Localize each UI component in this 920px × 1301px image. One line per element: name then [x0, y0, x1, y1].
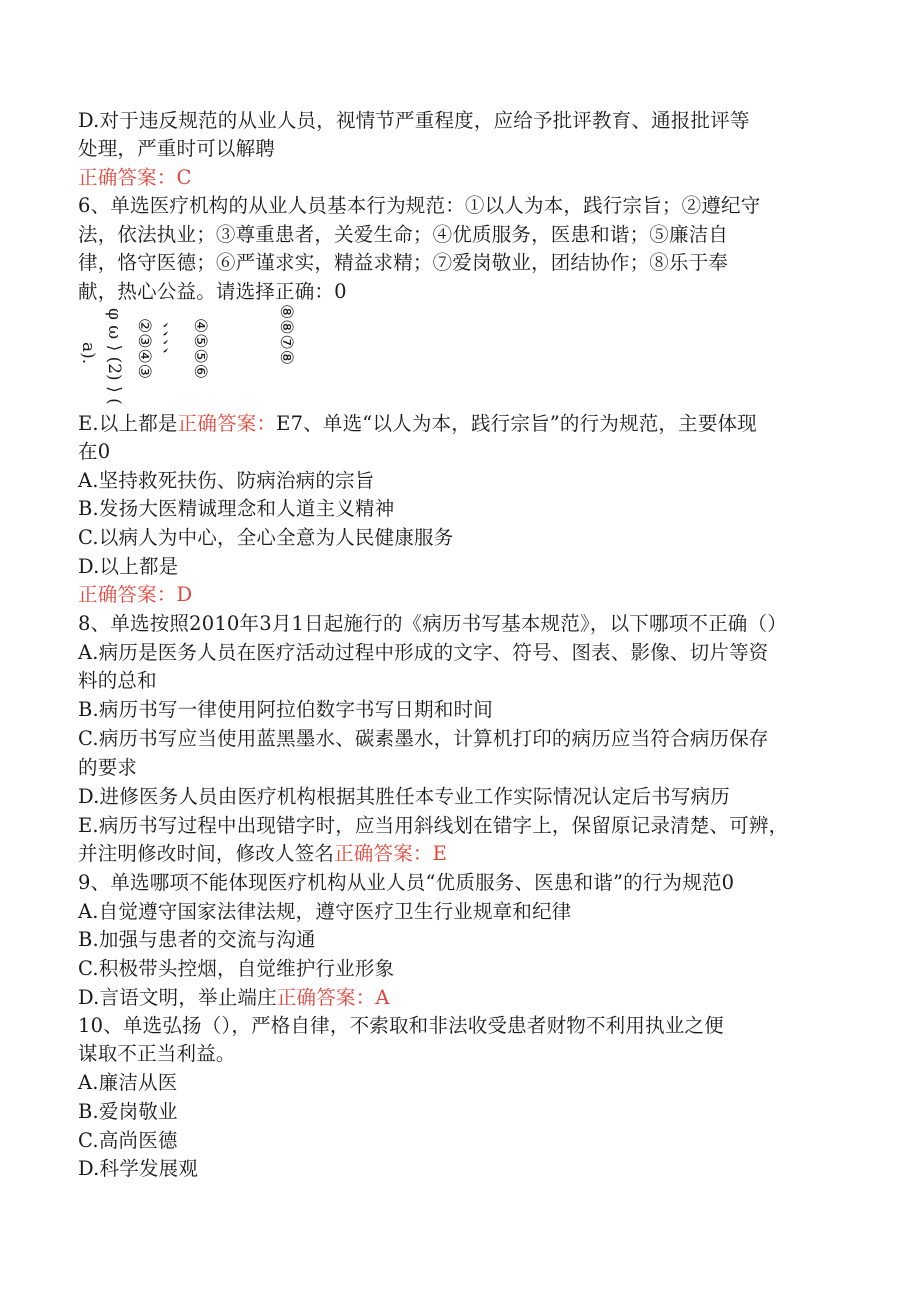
q6-stem-line1: 6、单选医疗机构的从业人员基本行为规范：①以人为本，践行宗旨；②遵纪守 [78, 194, 761, 217]
q6-option-e: E.以上都是 [78, 412, 178, 435]
q9-option-a: A.自觉遵守国家法律法规，遵守医疗卫生行业规章和纪律 [78, 900, 572, 923]
q6-rotated-col1: a). [78, 342, 98, 365]
q7-option-d: D.以上都是 [78, 555, 179, 578]
q9-option-b: B.加强与患者的交流与沟通 [78, 928, 316, 951]
q10-stem-line2: 谋取不正当利益。 [78, 1042, 236, 1065]
q6-rotated-col3: ②③④③ [134, 318, 154, 379]
q6-stem-line2: 法，依法执业；③尊重患者，关爱生命；④优质服务，医患和谐；⑤廉洁自 [78, 223, 729, 246]
q9-option-c: C.积极带头控烟，自觉维护行业形象 [78, 957, 395, 980]
q9-answer: 正确答案：A [276, 986, 390, 1009]
q7-option-c: C.以病人为中心，全心全意为人民健康服务 [78, 526, 454, 549]
q10-option-a: A.廉洁从医 [78, 1071, 178, 1094]
q10-option-b: B.爱岗敬业 [78, 1100, 178, 1123]
q6-stem-line3: 律，恪守医德；⑥严谨求实，精益求精；⑦爱岗敬业，团结协作；⑧乐于奉 [78, 251, 729, 274]
q5-option-d-line2: 处理，严重时可以解聘 [78, 137, 276, 160]
q8-option-c-line1: C.病历书写应当使用蓝黑墨水、碳素墨水，计算机打印的病历应当符合病历保存 [78, 727, 769, 750]
q8-stem: 8、单选按照2010年3月1日起施行的《病历书写基本规范》，以下哪项不正确（） [78, 612, 787, 635]
q8-option-d: D.进修医务人员由医疗机构根据其胜任本专业工作实际情况认定后书写病历 [78, 785, 730, 808]
q5-option-d-line1: D.对于违反规范的从业人员，视情节严重程度，应给予批评教育、通报批评等 [78, 109, 750, 132]
q6-stem-line4: 献，热心公益。请选择正确：0 [78, 280, 347, 303]
q7-stem-line1: E7、单选“以人为本，践行宗旨”的行为规范，主要体现 [276, 412, 757, 435]
q7-option-a: A.坚持救死扶伤、防病治病的宗旨 [78, 469, 375, 492]
q6-rotated-col4: 、、、、 [160, 322, 180, 365]
q9-option-d: D.言语文明，举止端庄 [78, 986, 277, 1009]
q9-option-d-with-answer [78, 984, 390, 1012]
q5-answer: 正确答案：C [78, 166, 192, 189]
q8-option-e-line1: E.病历书写过程中出现错字时，应当用斜线划在错字上，保留原记录清楚、可辨， [78, 814, 789, 837]
q8-option-e-line2-with-answer [78, 840, 447, 868]
q8-option-a-line2: 料的总和 [78, 669, 157, 692]
q6-rotated-col2: φ ω ⟩ (2) ⟩ ( [104, 308, 124, 405]
q10-option-d: D.科学发展观 [78, 1157, 199, 1180]
q7-stem-line2: 在0 [78, 440, 111, 463]
q6-answer-label: 正确答案： [177, 412, 277, 435]
q7-option-b: B.发扬大医精诚理念和人道主义精神 [78, 497, 395, 520]
q10-option-c: C.高尚医德 [78, 1129, 178, 1152]
q7-answer: 正确答案：D [78, 583, 193, 606]
q8-option-a-line1: A.病历是医务人员在医疗活动过程中形成的文字、符号、图表、影像、切片等资 [78, 641, 769, 664]
q8-option-b: B.病历书写一律使用阿拉伯数字书写日期和时间 [78, 698, 493, 721]
q6-rotated-col5: ④⑤⑤⑥ [190, 318, 210, 379]
q9-stem: 9、单选哪项不能体现医疗机构从业人员“优质服务、医患和谐”的行为规范0 [78, 871, 735, 894]
q8-option-c-line2: 的要求 [78, 756, 138, 779]
q6-rotated-col6: ⑧⑧⑦⑧ [276, 304, 296, 365]
q10-stem-line1: 10、单选弘扬（），严格自律，不索取和非法收受患者财物不利用执业之便 [78, 1014, 724, 1037]
q8-answer: 正确答案：E [334, 842, 448, 865]
q6-option-e-with-answer [78, 410, 757, 438]
q8-option-e-line2: 并注明修改时间，修改人签名 [78, 842, 335, 865]
